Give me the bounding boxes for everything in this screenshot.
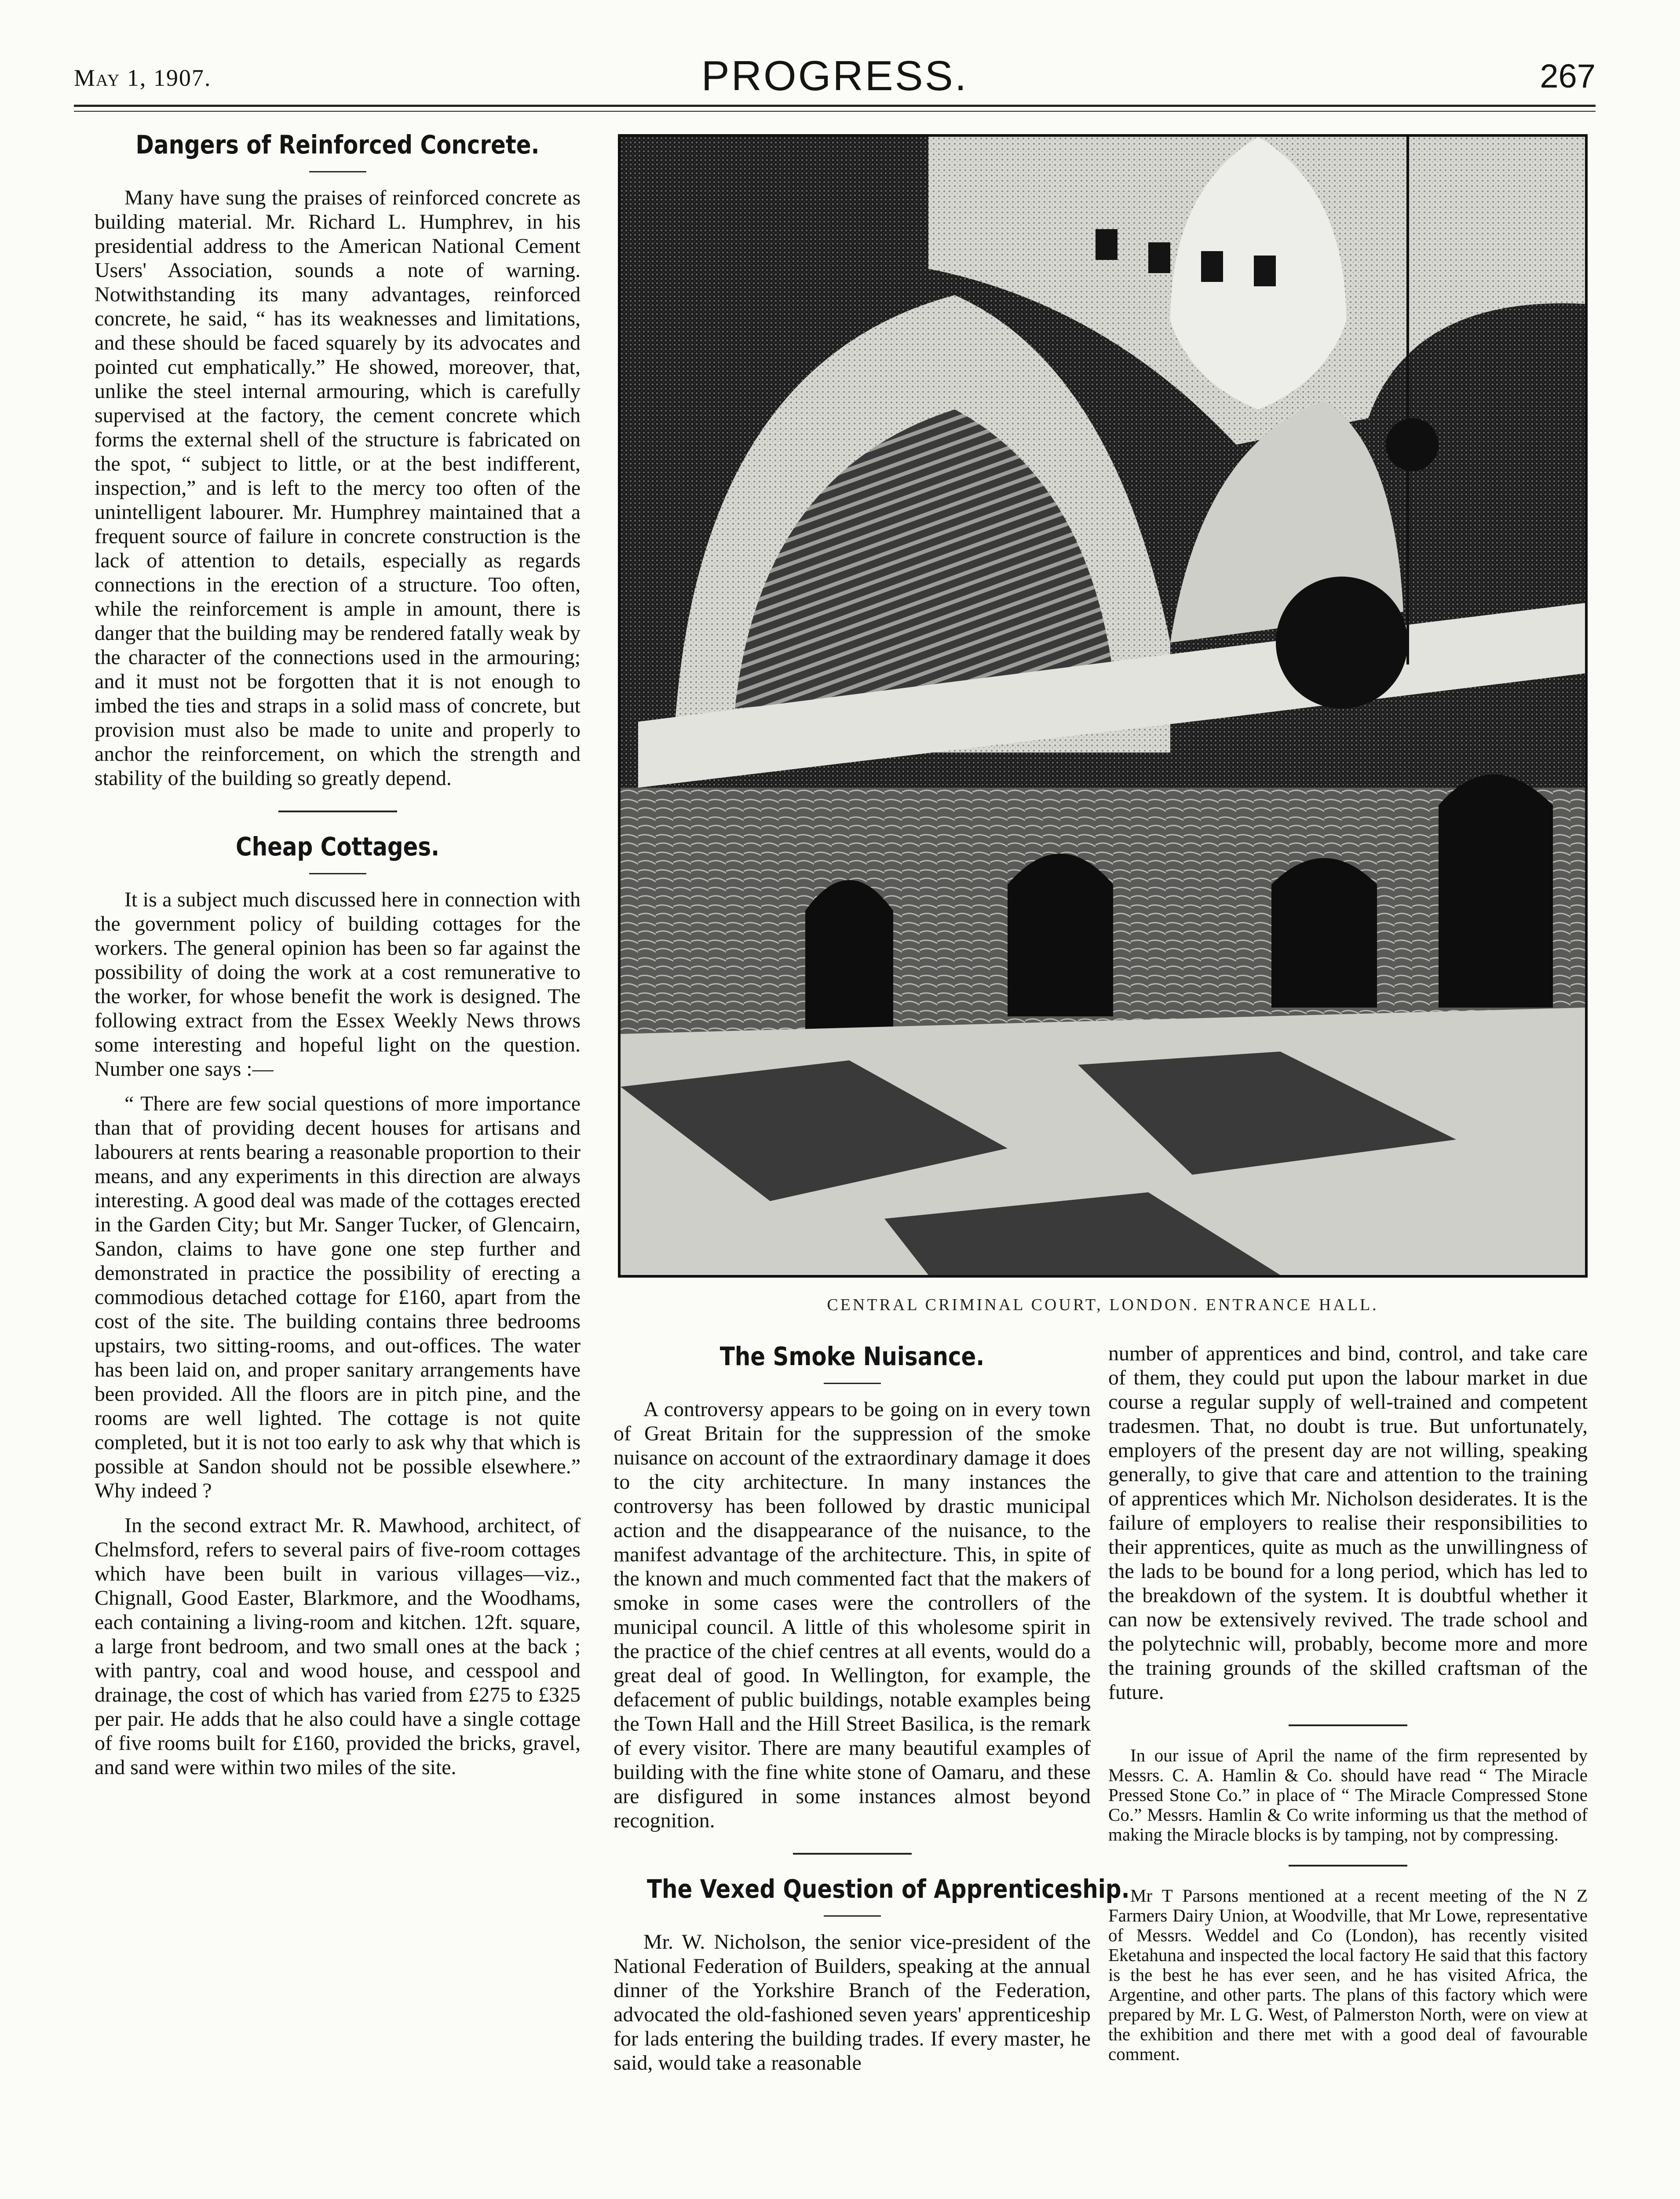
title-rule: [309, 873, 366, 874]
entrance-hall-photograph: [618, 134, 1588, 1278]
news-note: In our issue of April the name of the firm represented by Messrs. C. A. Hamlin & Co. should have read “ The Miracle Pressed Stone Co.” in place of “ The Miracle Compressed Stone Co.” Messrs. Hamlin & Co write informing us that the method of making the Miracle blocks is by tamping, not by compressing.: [1108, 1745, 1588, 1845]
article-title: The Vexed Question of Apprenticeship.: [646, 1874, 1130, 1904]
article-title: The Smoke Nuisance.: [719, 1341, 985, 1371]
title-rule: [309, 171, 366, 172]
article-paragraph-continued: number of apprentices and bind, control, and take care of them, they could put upon the labour market in due course a regular supply of well-trained and competent tradesmen. That, no doubt is true. But unfortunately, employers of the present day are not willing, speaking generally, to give that care and attention to the training of apprentices which Mr. Nicholson desiderates. It is the failure of employers to realise their responsibilities to their apprentices, quite as much as the unwillingness of the lads to be bound for a long period, which has led to the breakdown of the system. It is doubtful whether it can now be extensively revived. The trade school and the polytechnic will, probably, become more and more the training grounds of the skilled craftsman of the future.: [1108, 1342, 1588, 1704]
issue-date: May 1, 1907.: [74, 65, 212, 91]
article-smoke-nuisance: [614, 1341, 1091, 1833]
masthead: [74, 52, 1596, 105]
publication-title: PROGRESS.: [701, 52, 968, 99]
article-paragraph: A controversy appears to be going on in every town of Great Britain for the suppression of the smoke nuisance on account of the extraordinary damage it does to the city architecture. In many instances the controversy has been followed by drastic municipal action and the disappearance of the nuisance, to the manifest advantage of the architecture. This, in spite of the known and much commented fact that the makers of smoke in some cases were the controllers of the municipal council. A little of this wholesome spirit in the practice of the chief centres at all events, would do a great deal of good. In Wellington, for example, the defacement of public buildings, notable examples being the Town Hall and the Hill Street Basilica, is the remark of every visitor. There are many beautiful examples of building with the fine white stone of Oamaru, and these are disfigured in some instances almost beyond recognition.: [614, 1398, 1091, 1832]
title-rule: [824, 1383, 881, 1384]
article-title: Cheap Cottages.: [235, 832, 440, 862]
title-rule: [824, 1915, 881, 1917]
section-divider: [1289, 1865, 1407, 1867]
article-apprenticeship: [614, 1874, 1130, 2075]
article-paragraph: Mr. W. Nicholson, the senior vice-president of the National Federation of Builders, speaking at the annual dinner of the Yorkshire Branch of the Federation, advocated the old-fashioned seven years' apprenticeship for lads entering the building trades. If every master, he said, would take a reasonable: [614, 1930, 1091, 2075]
page-number: 267: [1540, 58, 1596, 95]
article-reinforced-concrete: [95, 130, 581, 790]
left-column: [95, 130, 581, 1779]
article-paragraph: “ There are few social questions of more importance than that of providing decent houses for artisans and labourers at rents bearing a reasonable proportion to their means, and any experiments in this direction are always interesting. A good deal was made of the cottages erected in the Garden City; but Mr. Sanger Tucker, of Glencairn, Sandon, claims to have gone one step further and demonstrated in practice the possibility of erecting a commodious detached cottage for £160, apart from the cost of the site. The building contains three bedrooms upstairs, two sitting-rooms, and out-offices. The water has been laid on, and proper sanitary arrangements have been provided. All the floors are in pitch pine, and the rooms are well lighted. The cottage is not quite completed, but it is not too early to ask why that which is possible at Sandon should not be possible elsewhere.” Why indeed ?: [95, 1092, 581, 1502]
article-paragraph: It is a subject much discussed here in connection with the government policy of building cottages for the workers. The general opinion has been so far against the possibility of doing the work at a cost remunerative to the worker, for whose benefit the work is designed. The following extract from the Essex Weekly News throws some interesting and hopeful light on the question. Number one says :—: [95, 888, 581, 1081]
article-paragraph: In the second extract Mr. R. Mawhood, architect, of Chelmsford, refers to several pairs of five-room cottages which have been built in various villages—viz., Chignall, Good Easter, Blarkmore, and the Woodhams, each containing a living-room and kitchen. 12ft. square, a large front bedroom, and two small ones at the back ; with pantry, coal and wood house, and cesspool and drainage, the cost of which has varied from £275 to £325 per pair. He adds that he also could have a single cottage of five rooms built for £160, provided the bricks, gravel, and sand were within two miles of the site.: [95, 1514, 581, 1779]
photo-illustration: [621, 137, 1585, 1275]
section-divider: [793, 1853, 912, 1855]
article-cheap-cottages: [95, 832, 581, 1779]
masthead-rule-bottom: [74, 111, 1596, 112]
section-divider: [1289, 1724, 1407, 1726]
middle-column: [614, 1341, 1130, 2075]
right-column: [1108, 1341, 1588, 2064]
article-paragraph: Many have sung the praises of reinforced concrete as building material. Mr. Richard L. Humphrev, in his presidential address to the American National Cement Users' Association, sounds a note of warning. Notwithstanding its many advantages, reinforced concrete, he said, “ has its weaknesses and limitations, and these should be faced squarely by its advocates and pointed cut emphatically.” He showed, moreover, that, unlike the steel internal armouring, which is carefully supervised at the factory, the cement concrete which forms the external shell of the structure is fabricated on the spot, “ subject to little, or at the best indifferent, inspection,” and is left to the mercy too often of the unintelligent labourer. Mr. Humphrey maintained that a frequent source of failure in concrete construction is the lack of attention to details, especially as regards connections in the erection of a structure. Too often, while the reinforcement is ample in amount, there is danger that the building may be rendered fatally weak by the character of the connections used in the armouring; and it must not be forgotten that it is not enough to imbed the ties and straps in a solid mass of concrete, but provision must also be made to unite and properly to anchor the reinforcement, on which the strength and stability of the building so greatly depend.: [95, 186, 581, 790]
masthead-rule-top: [74, 105, 1596, 107]
section-divider: [278, 811, 397, 812]
article-title: Dangers of Reinforced Concrete.: [135, 130, 540, 160]
photo-caption: CENTRAL CRIMINAL COURT, LONDON. ENTRANCE HALL.: [827, 1296, 1379, 1314]
news-note: Mr T Parsons mentioned at a recent meeting of the N Z Farmers Dairy Union, at Woodville, that Mr Lowe, representative of Messrs. Weddel and Co (London), has recently visited Eketahuna and inspected the local factory He said that this factory is the best he has ever seen, and he has visited Africa, the Argentine, and other parts. The plans of this factory which were prepared by Mr. L G. West, of Palmerston North, were on view at the exhibition and there met with a good deal of favourable comment.: [1108, 1885, 1588, 2064]
